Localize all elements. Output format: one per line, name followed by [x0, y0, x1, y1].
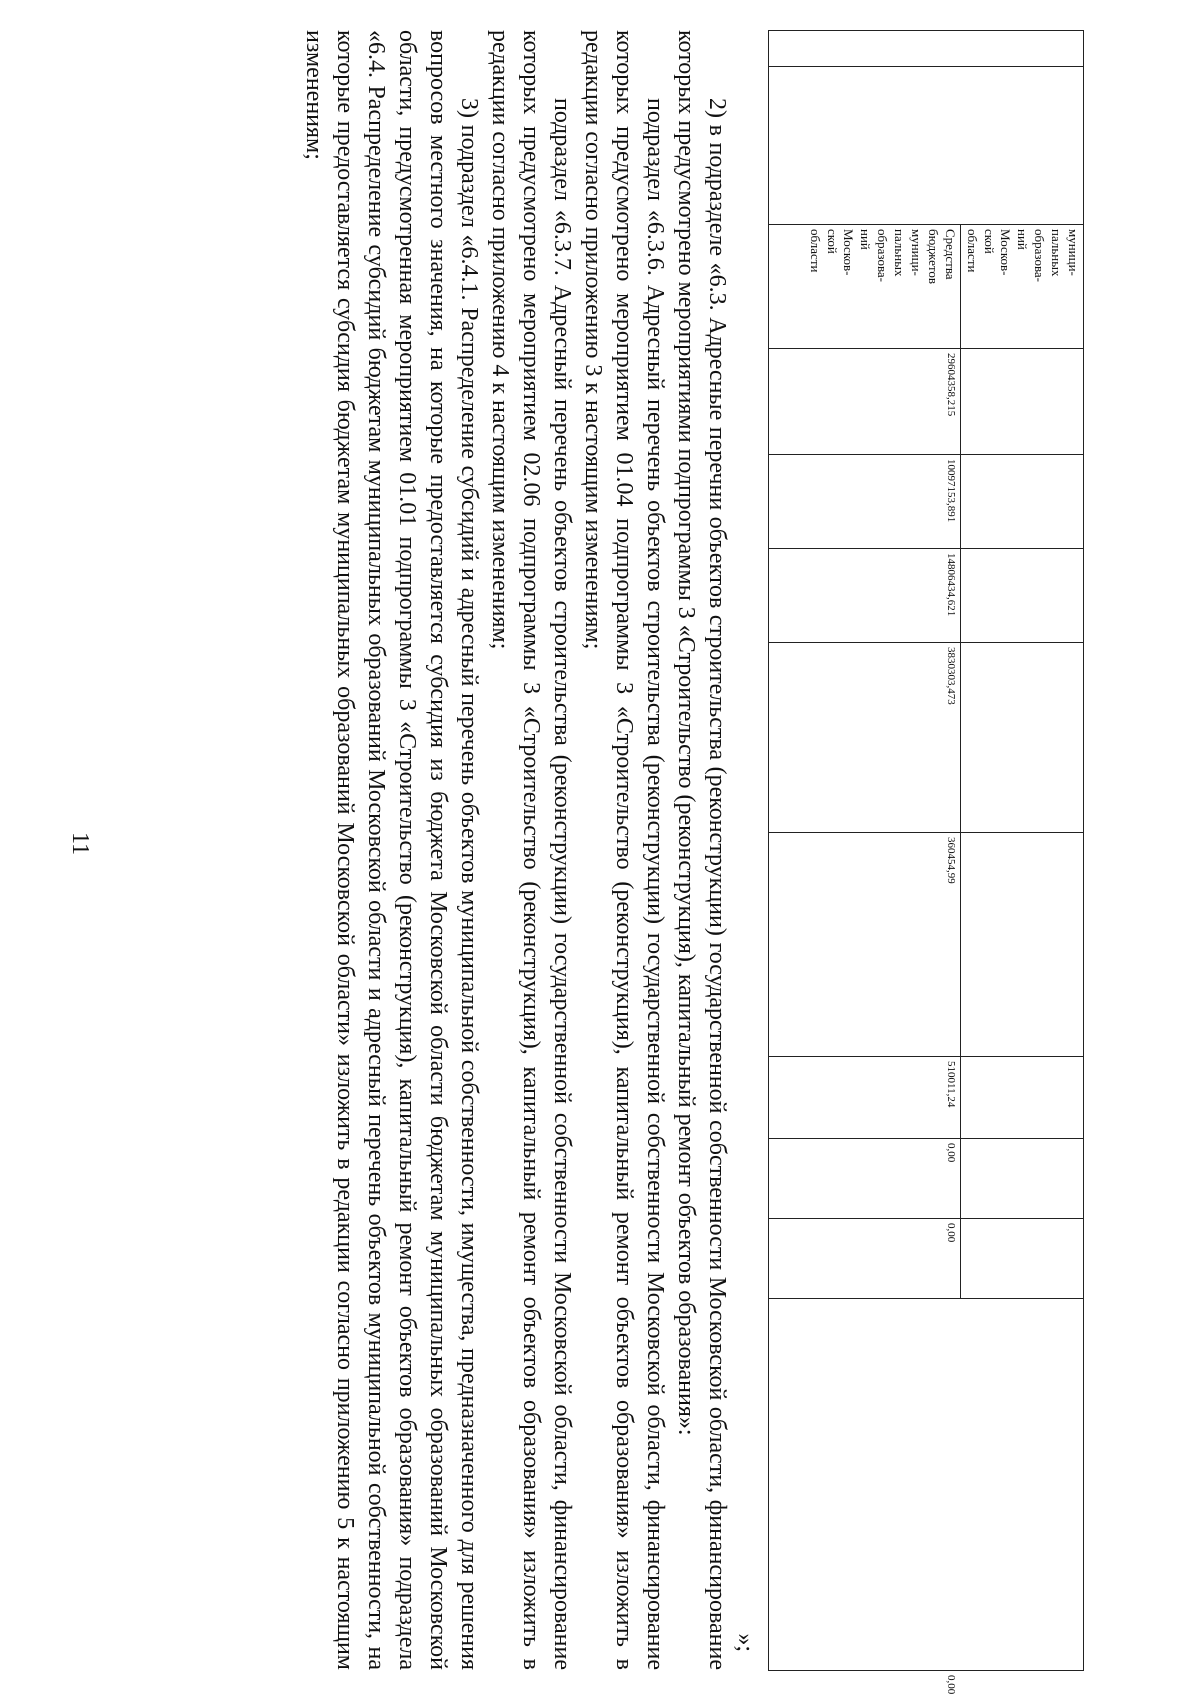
paragraph: 3) подраздел «6.4.1. Распределение субсидий и адресный перечень объектов муниципальной собственности, имущества, предназначенного для решения вопросов местного значения, на которые предоставляется субсидия из бюджета Московской области бюджетам муниципальных образований Московской области, предусмотренная мероприятием 01.01 подпрограммы 3 «Строительство (реконструкция), капитальный ремонт объектов образования» подраздела «6.4. Распределение субсидий бюджетам муниципальных образований Московской области и адресный перечень объектов муниципальной собственности, на которые предоставляется субсидия бюджетам муниципальных образований Московской области» изложить в редакции согласно приложению 5 к настоящим изменениям; — [301, 30, 482, 1670]
paragraph: 2) в подразделе «6.3. Адресные перечни объектов строительства (реконструкции) государственной собственности Московской области, финансирование которых предусмотрено мероприятиями подпрограммы 3 «Строительство (реконструкция), капитальный ремонт объектов образования»: — [673, 30, 730, 1670]
paragraph: подраздел «6.3.6. Адресный перечень объектов строительства (реконструкции) государственной собственности Московской области, финансирование которых предусмотрено мероприятием 01.04 подпрограммы 3 «Строительство (реконструкция), капитальный ремонт объектов образования» изложить в редакции согласно приложению 3 к настоящим изменениям; — [580, 30, 668, 1670]
value-cell: 3830303,473 — [768, 643, 960, 833]
value-cell: 0,00 — [768, 1139, 960, 1219]
body-text — [298, 30, 732, 1670]
value-cell: 29604358,215 — [768, 349, 960, 455]
budget-table-fragment: муници- пальных образова- ний Москов- ской области Средства бюджетов муници- пальных образова- ний Москов- ской области 29604358,215 10097153,891 14806434,621 3830303,473 360454,99 510011,24 0,00 0,00 0,00 — [769, 30, 1084, 1670]
table-cell-empty — [768, 1299, 1083, 1671]
paragraph: подраздел «6.3.7. Адресный перечень объектов строительства (реконструкции) государственной собственности Московской области, финансирование которых предусмотрено мероприятием 02.06 подпрограммы 3 «Строительство (реконструкция), капитальный ремонт объектов образования» изложить в редакции согласно приложению 4 к настоящим изменениям; — [487, 30, 575, 1670]
closing-quote-mark: »; — [732, 1633, 758, 1652]
table-cell-empty — [768, 31, 1083, 67]
value-cell: 360454,99 — [768, 833, 960, 1057]
value-cell: 14806434,621 — [768, 549, 960, 643]
row-label-municipal-continued: муници- пальных образова- ний Москов- ской области — [960, 225, 1083, 349]
value-cell: 10097153,891 — [768, 455, 960, 549]
page-number: 11 — [67, 831, 94, 856]
value-cell: 0,00 — [768, 1219, 960, 1299]
value-cell: 510011,24 — [768, 1057, 960, 1139]
rotated-sheet — [124, 30, 1084, 1695]
row-label-municipal-budget: Средства бюджетов муници- пальных образова- ний Москов- ской области — [768, 225, 960, 349]
table-cell-empty — [768, 67, 1083, 225]
